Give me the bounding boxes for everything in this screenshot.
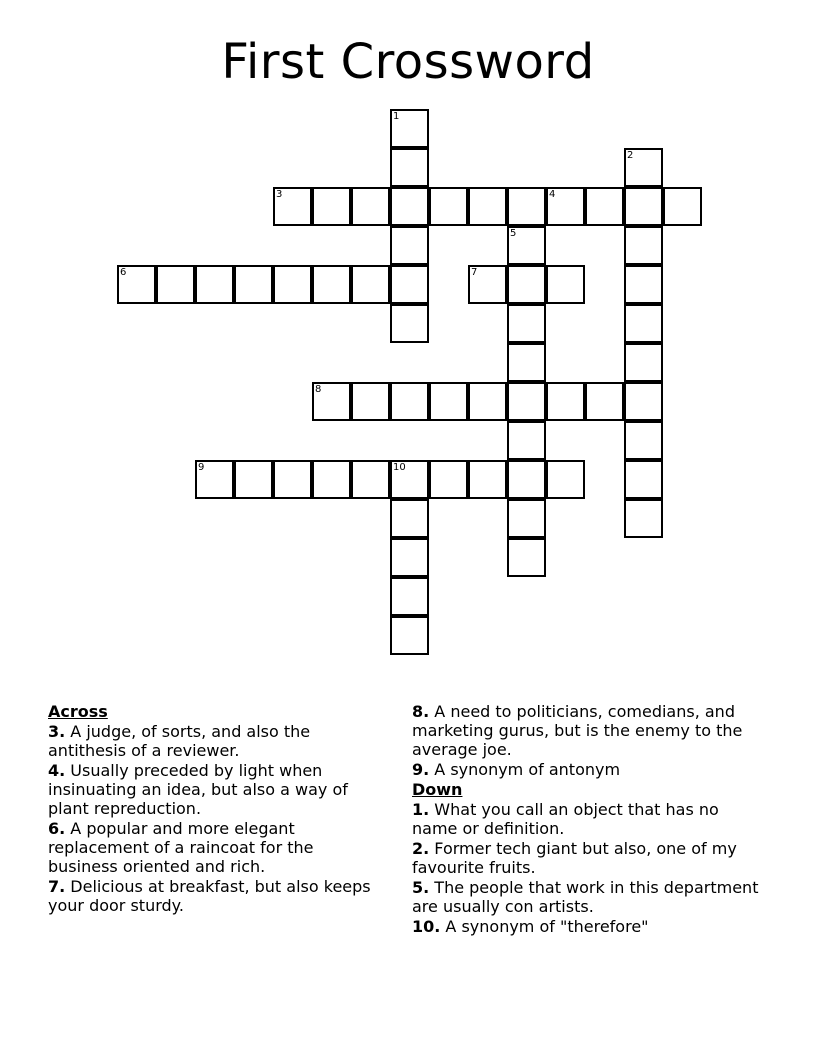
across-header: Across (48, 702, 108, 721)
grid-cell[interactable] (273, 187, 312, 226)
grid-cell[interactable] (390, 304, 429, 343)
down-clue (412, 800, 764, 838)
clues-column-right (412, 702, 764, 937)
grid-cell[interactable] (390, 460, 429, 499)
grid-cell[interactable] (546, 460, 585, 499)
grid-cell[interactable] (624, 343, 663, 382)
grid-cell[interactable] (507, 499, 546, 538)
grid-cell[interactable] (546, 265, 585, 304)
clue-number: 1 (393, 111, 400, 122)
grid-cell[interactable] (468, 382, 507, 421)
grid-cell[interactable] (663, 187, 702, 226)
grid-cell[interactable] (117, 265, 156, 304)
across-clue (48, 819, 384, 876)
clue-number: 7 (471, 267, 478, 278)
grid-cell[interactable] (624, 304, 663, 343)
grid-cell[interactable] (624, 226, 663, 265)
clue-number: 10 (393, 462, 406, 473)
grid-cell[interactable] (234, 265, 273, 304)
grid-cell[interactable] (507, 382, 546, 421)
grid-cell[interactable] (351, 265, 390, 304)
down-clue (412, 917, 764, 936)
clue-text: A popular and more elegant replacement of a raincoat for the business oriented and rich. (48, 819, 314, 876)
grid-cell[interactable] (624, 460, 663, 499)
clue-num: 7. (48, 877, 66, 896)
across-clue-list (48, 722, 384, 915)
grid-cell[interactable] (390, 382, 429, 421)
clue-number: 9 (198, 462, 205, 473)
clue-num: 4. (48, 761, 66, 780)
across-clue (412, 760, 764, 779)
grid-cell[interactable] (156, 265, 195, 304)
clues-column-left (48, 702, 384, 916)
grid-cell[interactable] (390, 109, 429, 148)
down-clue (412, 839, 764, 877)
down-clue (412, 878, 764, 916)
grid-cell[interactable] (429, 187, 468, 226)
clue-text: Usually preceded by light when insinuating an idea, but also a way of plant repreduction. (48, 761, 348, 818)
clue-text: The people that work in this department are usually con artists. (412, 878, 759, 916)
across-clue (48, 877, 384, 915)
down-clue-list (412, 800, 764, 936)
grid-cell[interactable] (507, 421, 546, 460)
clue-text: What you call an object that has no name or definition. (412, 800, 719, 838)
clue-num: 8. (412, 702, 430, 721)
grid-cell[interactable] (624, 148, 663, 187)
grid-cell[interactable] (624, 187, 663, 226)
grid-cell[interactable] (195, 460, 234, 499)
across-clue (412, 702, 764, 759)
clue-num: 9. (412, 760, 430, 779)
across-clue-list-continued (412, 702, 764, 779)
across-clue (48, 722, 384, 760)
clue-text: Delicious at breakfast, but also keeps your door sturdy. (48, 877, 371, 915)
clue-num: 6. (48, 819, 66, 838)
clue-num: 2. (412, 839, 430, 858)
clue-text: A judge, of sorts, and also the antithesis of a reviewer. (48, 722, 311, 760)
grid-cell[interactable] (351, 382, 390, 421)
grid-cell[interactable] (468, 460, 507, 499)
across-clue (48, 761, 384, 818)
grid-cell[interactable] (390, 577, 429, 616)
grid-cell[interactable] (273, 265, 312, 304)
clue-num: 3. (48, 722, 66, 741)
grid-cell[interactable] (507, 304, 546, 343)
puzzle-title: First Crossword (221, 34, 595, 90)
grid-cell[interactable] (507, 265, 546, 304)
grid-cell[interactable] (507, 538, 546, 577)
clue-num: 10. (412, 917, 441, 936)
grid-cell[interactable] (390, 226, 429, 265)
grid-cell[interactable] (390, 265, 429, 304)
grid-cell[interactable] (507, 460, 546, 499)
grid-cell[interactable] (585, 382, 624, 421)
grid-cell[interactable] (312, 265, 351, 304)
grid-cell[interactable] (312, 460, 351, 499)
grid-cell[interactable] (507, 226, 546, 265)
clue-num: 5. (412, 878, 430, 897)
grid-cell[interactable] (390, 187, 429, 226)
grid-cell[interactable] (546, 382, 585, 421)
grid-cell[interactable] (468, 265, 507, 304)
grid-cell[interactable] (429, 382, 468, 421)
grid-cell[interactable] (507, 187, 546, 226)
down-header: Down (412, 780, 463, 799)
clue-number: 5 (510, 228, 517, 239)
grid-cell[interactable] (546, 187, 585, 226)
clue-text: A need to politicians, comedians, and marketing gurus, but is the enemy to the average joe. (412, 702, 743, 759)
grid-cell[interactable] (351, 187, 390, 226)
grid-cell[interactable] (624, 499, 663, 538)
clue-number: 2 (627, 150, 634, 161)
grid-cell[interactable] (585, 187, 624, 226)
clue-text: Former tech giant but also, one of my favourite fruits. (412, 839, 737, 877)
grid-cell[interactable] (429, 460, 468, 499)
grid-cell[interactable] (390, 538, 429, 577)
grid-cell[interactable] (468, 187, 507, 226)
grid-cell[interactable] (312, 382, 351, 421)
grid-cell[interactable] (390, 148, 429, 187)
clue-number: 8 (315, 384, 322, 395)
grid-cell[interactable] (390, 499, 429, 538)
grid-cell[interactable] (351, 460, 390, 499)
grid-cell[interactable] (624, 265, 663, 304)
grid-cell[interactable] (624, 382, 663, 421)
grid-cell[interactable] (507, 343, 546, 382)
clue-text: A synonym of "therefore" (440, 917, 649, 936)
grid-cell[interactable] (390, 616, 429, 655)
grid-cell[interactable] (312, 187, 351, 226)
clue-text: A synonym of antonym (429, 760, 621, 779)
grid-cell[interactable] (195, 265, 234, 304)
grid-cell[interactable] (273, 460, 312, 499)
grid-cell[interactable] (234, 460, 273, 499)
clue-number: 4 (549, 189, 556, 200)
clue-number: 3 (276, 189, 283, 200)
clue-number: 6 (120, 267, 127, 278)
clue-num: 1. (412, 800, 430, 819)
grid-cell[interactable] (624, 421, 663, 460)
